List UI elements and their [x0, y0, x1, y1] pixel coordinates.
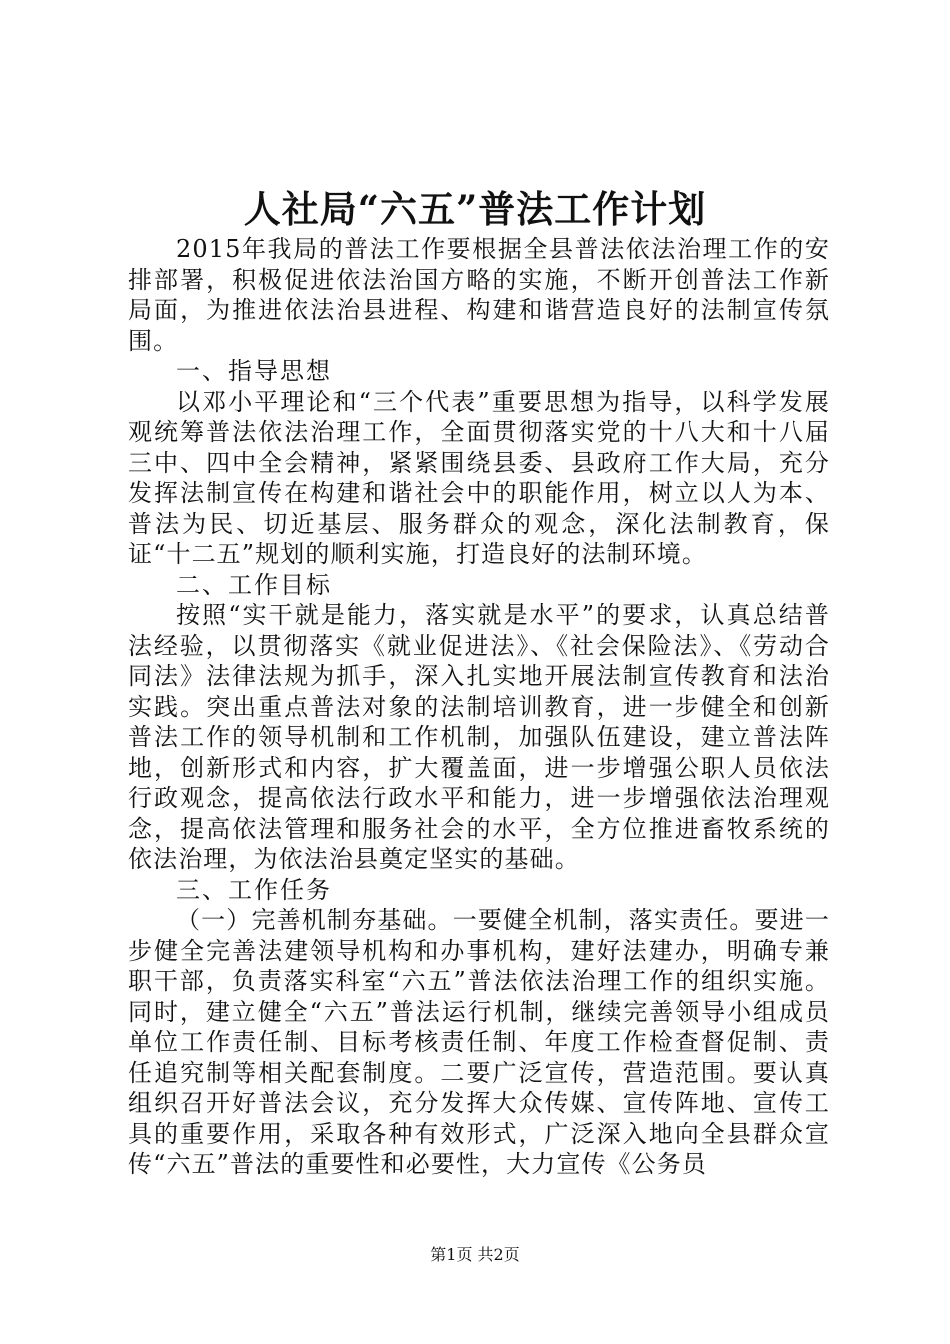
section-heading-guiding-thought: 一、指导思想: [176, 357, 332, 385]
work-goals-paragraph: 按照“实干就是能力，落实就是水平”的要求，认真总结普法经验，以贯彻落实《就业促进法》、《社会保险法》、《劳动合同法》法律法规为抓手，深入扎实地开展法制宣传教育和法治实践。突出重点普法对象的法制培训教育，进一步健全和创新普法工作的领导机制和工作机制，加强队伍建设，建立普法阵地，创新形式和内容，扩大覆盖面，进一步增强公职人员依法行政观念，提高依法行政水平和能力，进一步增强依法治理观念，提高依法管理和服务社会的水平，全方位推进畜牧系统的依法治理，为依法治县奠定坚实的基础。: [128, 601, 830, 873]
section-heading-work-goals: 二、工作目标: [176, 570, 332, 599]
work-tasks-paragraph: （一）完善机制夯基础。一要健全机制，落实责任。要进一步健全完善法建领导机构和办事机构，建好法建办，明确专兼职干部，负责落实科室“六五”普法依法治理工作的组织实施。同时，建立健全“六五”普法运行机制，继续完善领导小组成员单位工作责任制、目标考核责任制、年度工作检查督促制、责任追究制等相关配套制度。二要广泛宣传，营造范围。要认真组织召开好普法会议，充分发挥大众传媒、宣传阵地、宣传工具的重要作用，采取各种有效形式，广泛深入地向全县群众宣传“六五”普法的重要性和必要性，大力宣传《公务员: [128, 906, 830, 1178]
intro-paragraph: 2015年我局的普法工作要根据全县普法依法治理工作的安排部署，积极促进依法治国方略的实施，不断开创普法工作新局面，为推进依法治县进程、构建和谐营造良好的法制宣传氛围。: [128, 235, 830, 355]
document-body: [128, 234, 830, 1180]
section-heading-work-tasks: 三、工作任务: [176, 875, 332, 904]
page-footer: 第1页 共2页: [430, 1245, 520, 1264]
document-title: 人社局“六五”普法工作计划: [243, 187, 707, 231]
guiding-thought-paragraph: 以邓小平理论和“三个代表”重要思想为指导，以科学发展观统筹普法依法治理工作，全面贯彻落实党的十八大和十八届三中、四中全会精神，紧紧围绕县委、县政府工作大局，充分发挥法制宣传在构建和谐社会中的职能作用，树立以人为本、普法为民、切近基层、服务群众的观念，深化法制教育，保证“十二五”规划的顺利实施，打造良好的法制环境。: [128, 387, 830, 568]
